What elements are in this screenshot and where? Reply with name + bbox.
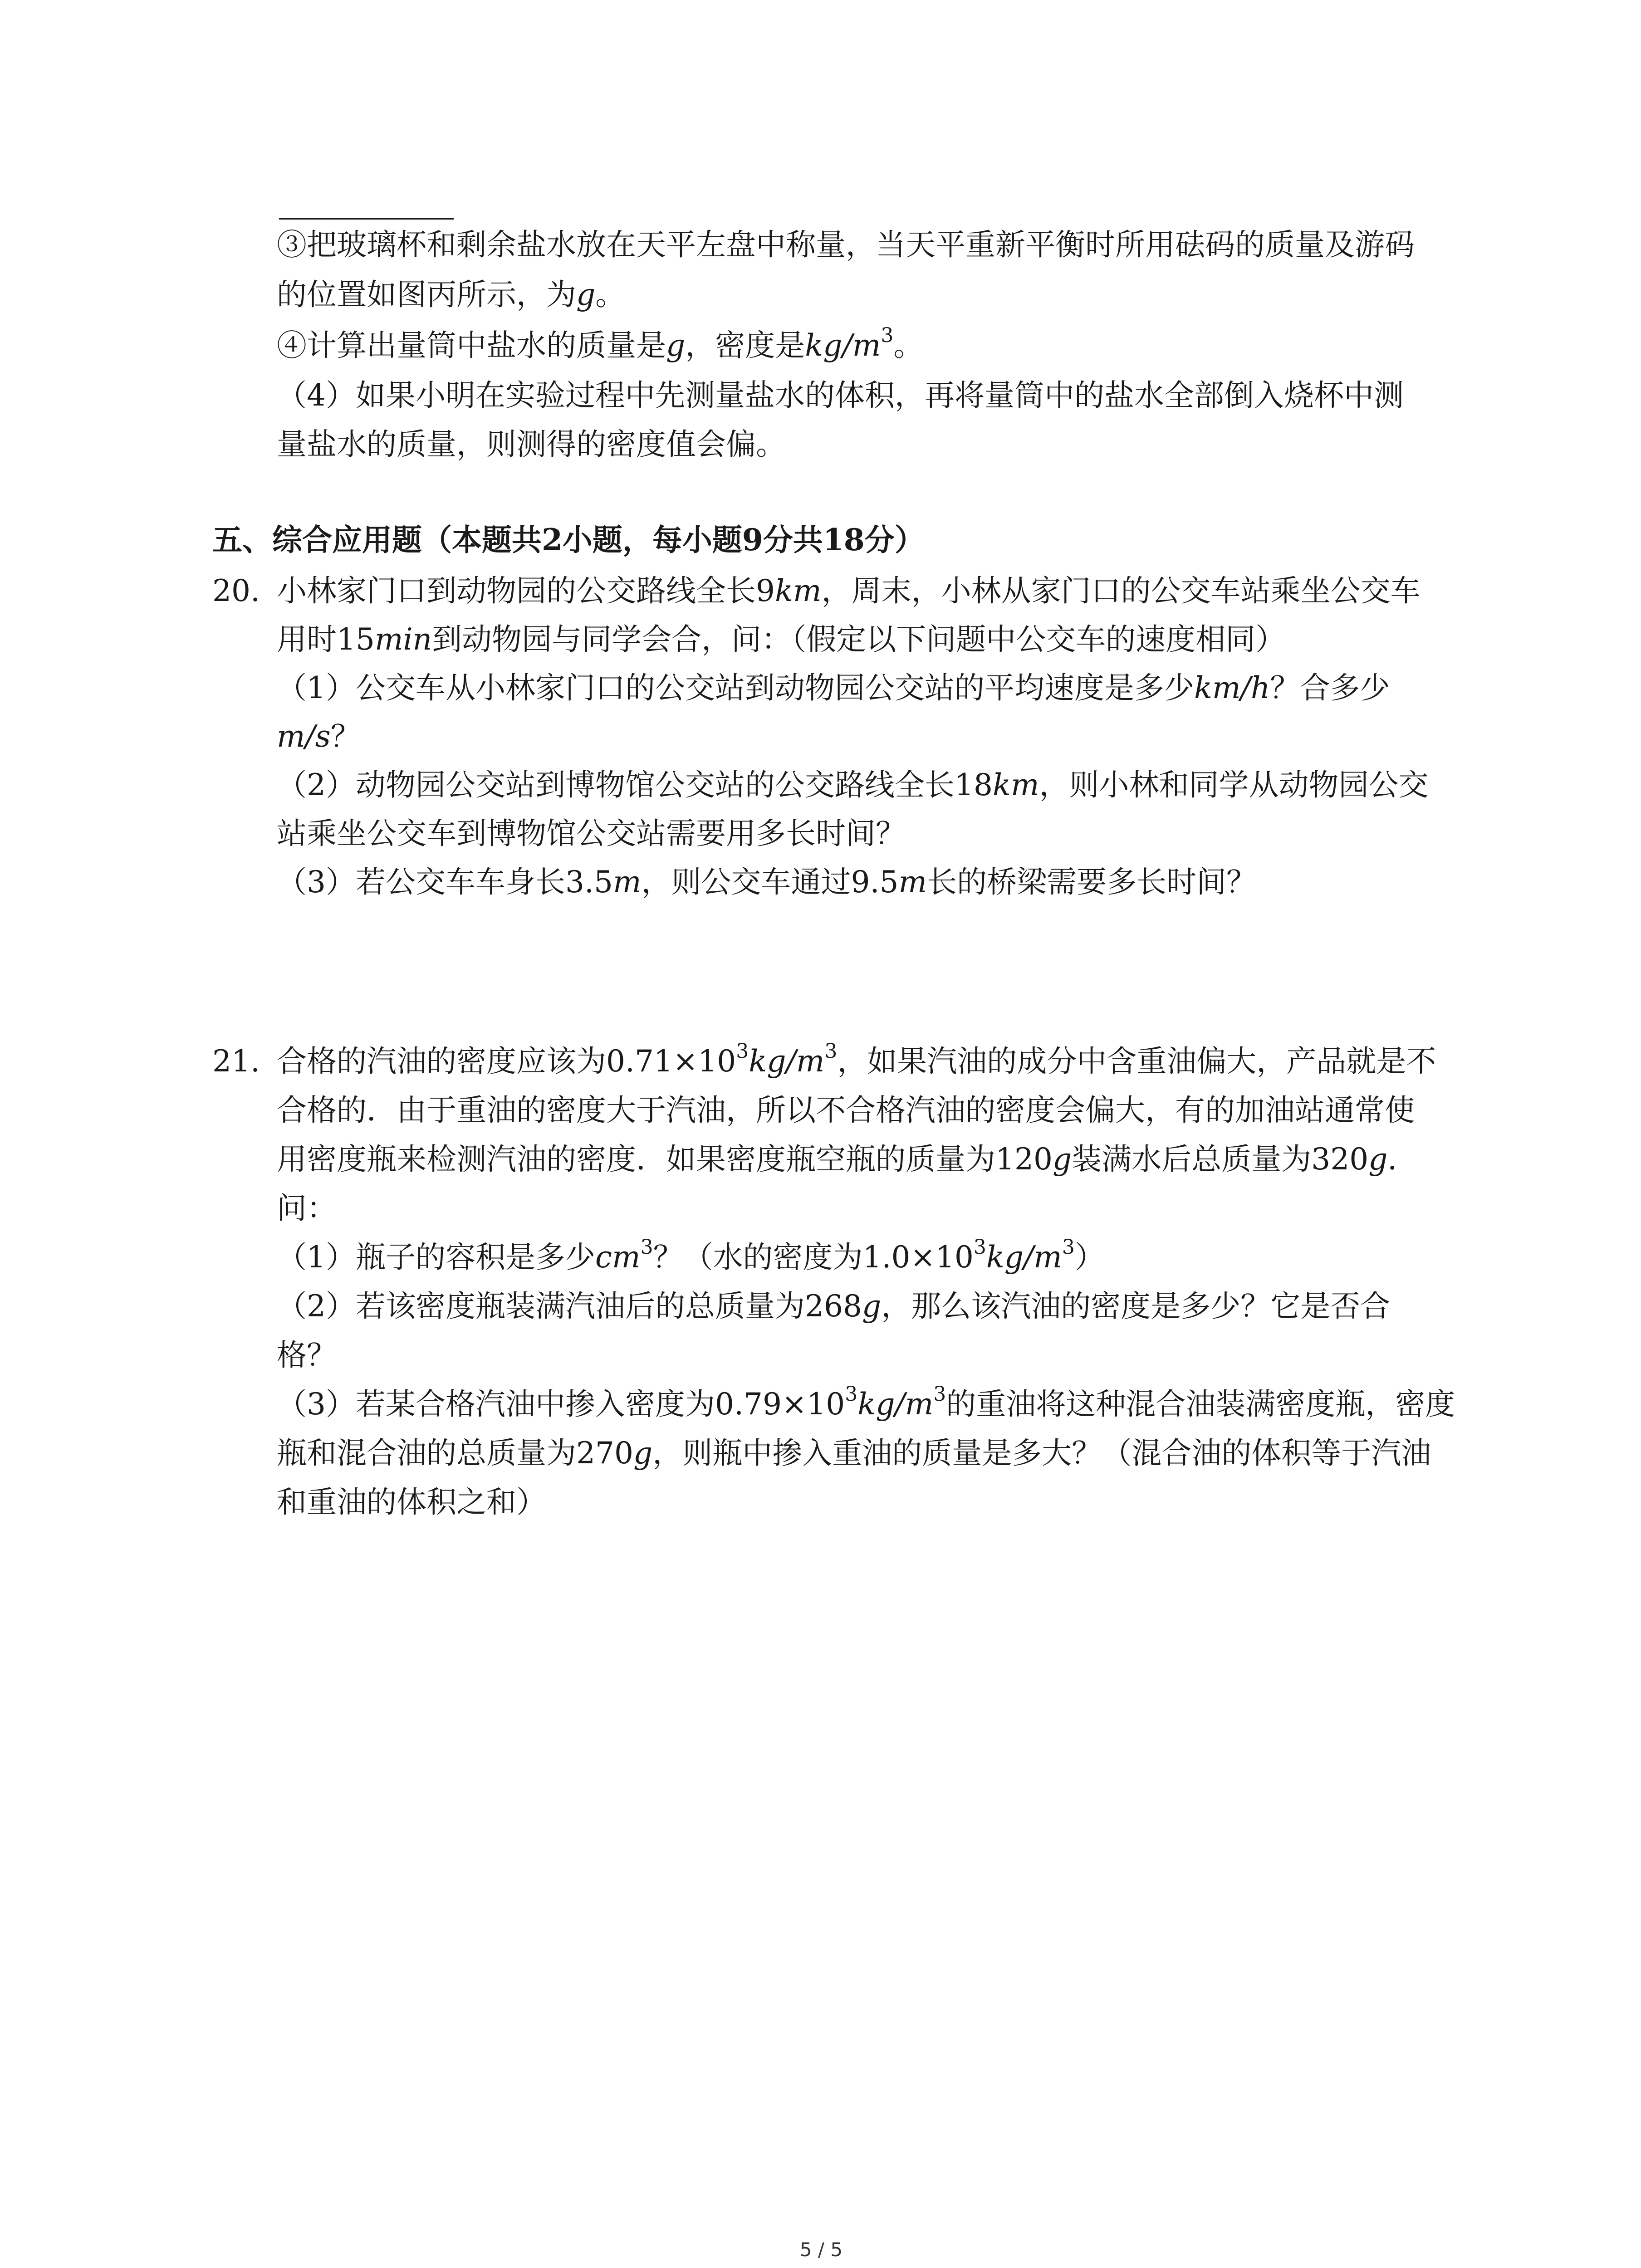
q20-part2-line2: 站乘坐公交车到博物馆公交站需要用多长时间？ — [277, 816, 906, 851]
q19-part4-line2: 量盐水的质量，则测得的密度值会偏。 — [277, 427, 786, 462]
q20-part2-line1: （2）动物园公交站到博物馆公交站的公交路线全长18km，则小林和同学从动物园公交 — [277, 767, 1429, 802]
q19-step3-line1: ③把玻璃杯和剩余盐水放在天平左盘中称量，当天平重新平衡时所用砝码的质量及游码 — [277, 227, 1415, 262]
q21-stem-line3: 用密度瓶来检测汽油的密度．如果密度瓶空瓶的质量为120g装满水后总质量为320g． — [277, 1142, 1418, 1177]
q19-part4-line1: （4）如果小明在实验过程中先测量盐水的体积，再将量筒中的盐水全部倒入烧杯中测 — [277, 378, 1404, 413]
q21-part2-line1: （2）若该密度瓶装满汽油后的总质量为268g，那么该汽油的密度是多少？它是否合 — [277, 1289, 1391, 1324]
q21-part3-line3: 和重油的体积之和） — [277, 1485, 546, 1520]
q21-part3-line1: （3）若某合格汽油中掺入密度为$0.79\times 10^3kg/m^3$的重油将这种混合油装满密度瓶，密度 — [277, 1383, 1455, 1422]
q21-stem-line2: 合格的．由于重油的密度大于汽油，所以不合格汽油的密度会偏大，有的加油站通常使 — [277, 1093, 1415, 1128]
page-number: 5 / 5 — [799, 2239, 843, 2261]
q20-part1-line2: m/s？ — [277, 719, 361, 754]
question-number: 21. — [212, 1044, 260, 1079]
q21-stem-line4: 问： — [277, 1191, 337, 1226]
q20-stem-line1: 小林家门口到动物园的公交路线全长9km，周末，小林从家门口的公交车站乘坐公交车 — [277, 573, 1421, 608]
answer-blank-top[interactable] — [279, 218, 454, 220]
q19-step4-line: ④计算出量筒中盐水的质量是g，密度是$kg/m^3$。 — [277, 324, 924, 363]
q21-part2-line2: 格？ — [277, 1338, 337, 1373]
question-number: 20. — [212, 573, 260, 608]
q21-stem-line1: 合格的汽油的密度应该为$0.71\times 10^3kg/m^3$，如果汽油的成分中含重油偏大，产品就是不 — [277, 1040, 1436, 1079]
q21-part3-line2: 瓶和混合油的总质量为270g，则瓶中掺入重油的质量是多大？（混合油的体积等于汽油 — [277, 1436, 1431, 1471]
q21-part1-line: （1）瓶子的容积是多少$cm^3$？（水的密度为$1.0\times 10^3kg/m^3$） — [277, 1236, 1105, 1275]
section-heading: 五、综合应用题（本题共2小题，每小题9分共18分） — [212, 522, 925, 557]
q20-stem-line2: 用时15min到动物园与同学会合，问：（假定以下问题中公交车的速度相同） — [277, 622, 1286, 657]
q20-part3-line: （3）若公交车车身长3.5m，则公交车通过9.5m长的桥梁需要多长时间？ — [277, 865, 1257, 899]
q19-step3-line2: 的位置如图丙所示，为g。 — [277, 277, 626, 312]
q20-part1-line1: （1）公交车从小林家门口的公交站到动物园公交站的平均速度是多少km/h？合多少 — [277, 670, 1390, 705]
